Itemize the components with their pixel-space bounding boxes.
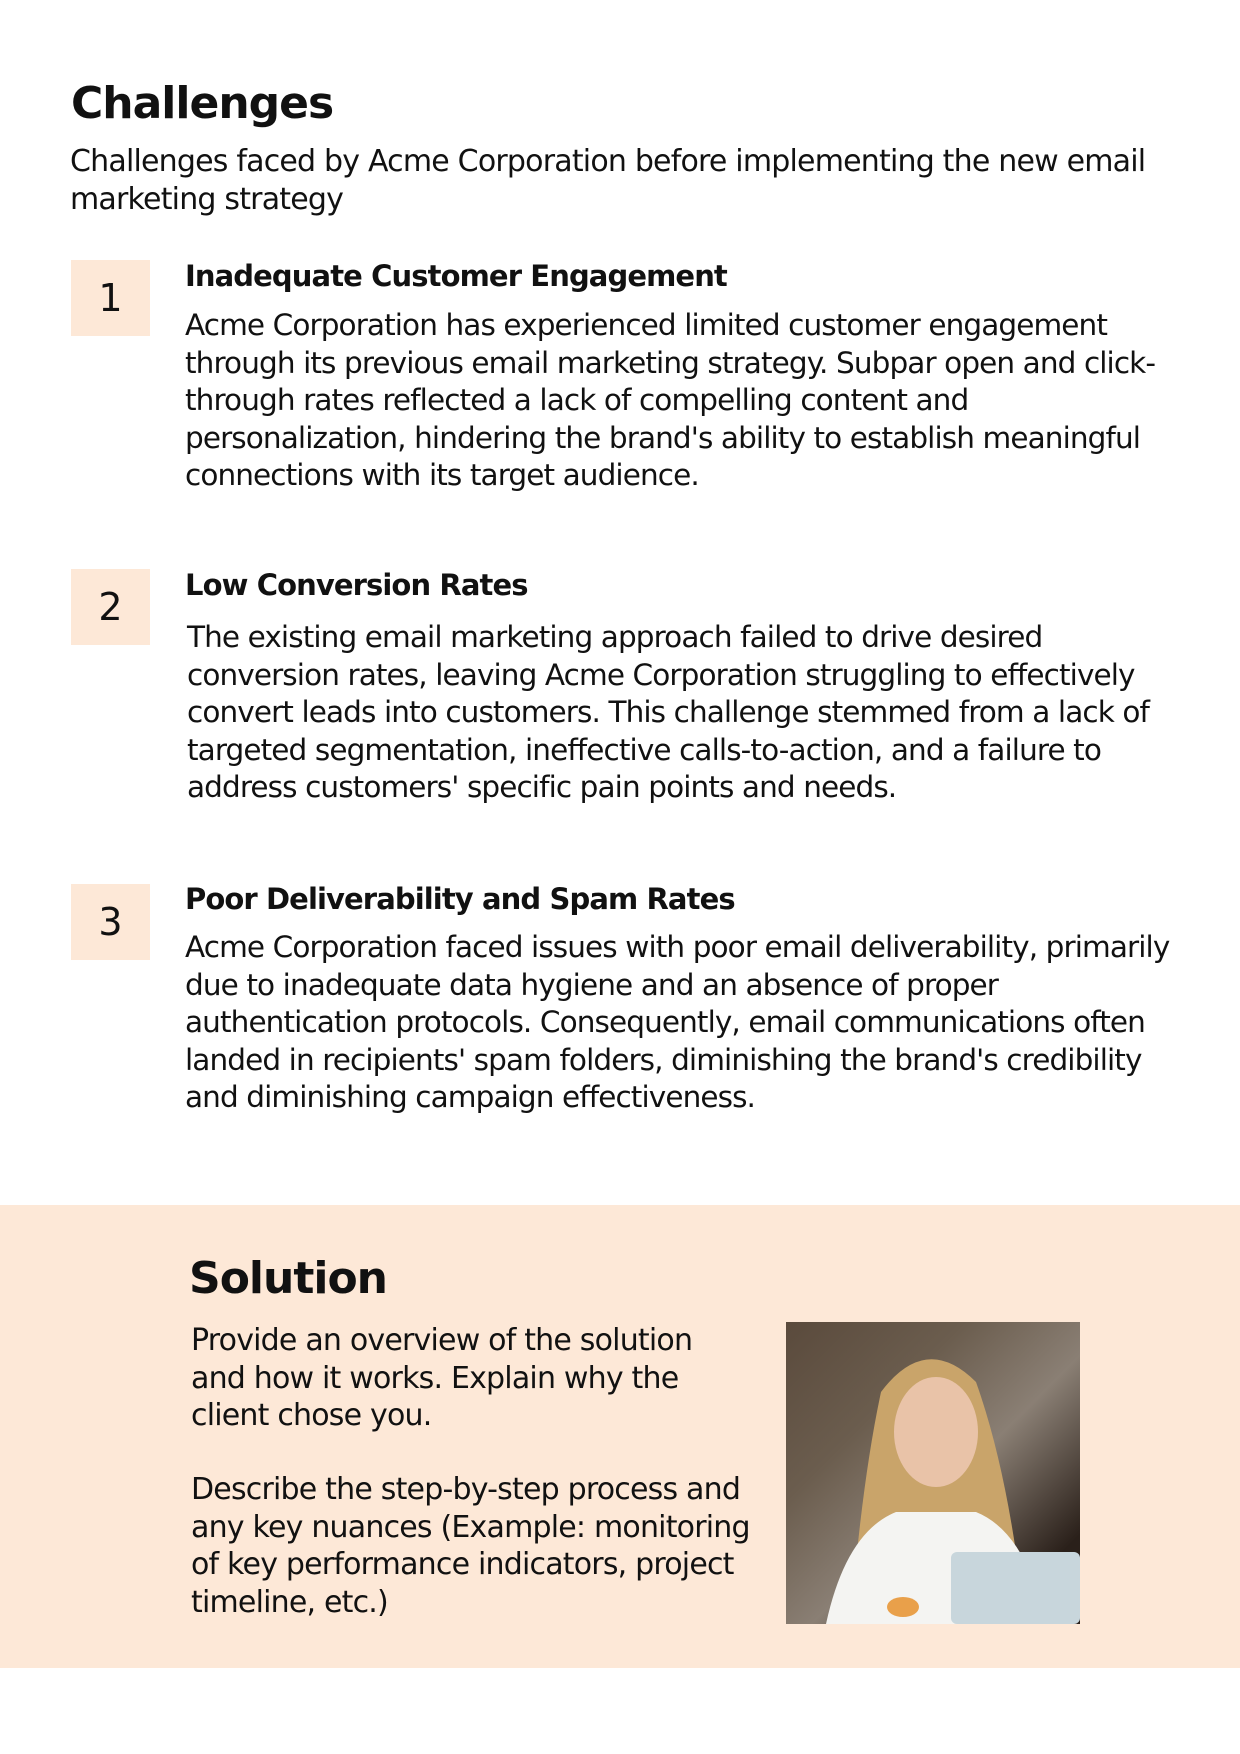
challenge-title: Poor Deliverability and Spam Rates — [185, 882, 735, 916]
woman-with-laptop-photo — [786, 1322, 1080, 1624]
challenge-title: Inadequate Customer Engagement — [185, 259, 727, 293]
solution-process: Describe the step-by-step process and any key nuances (Example: monitoring of key performance indicators, project timeline, etc.) — [191, 1472, 750, 1620]
item-number-badge: 3 — [71, 884, 150, 960]
solution-heading: Solution — [189, 1253, 387, 1304]
challenge-body: The existing email marketing approach failed to drive desired conversion rates, leaving Acme Corporation struggling to effectively convert leads into customers. This challenge stemmed from a lack of targeted segmentation, ineffective calls-to-action, and a failure to address customers' specific pain points and needs. — [187, 620, 1149, 804]
challenges-heading: Challenges — [71, 78, 334, 129]
item-number-badge: 2 — [71, 569, 150, 645]
challenge-item-3 — [71, 884, 150, 960]
challenge-item-2 — [71, 569, 150, 645]
challenge-title: Low Conversion Rates — [185, 568, 528, 602]
challenge-body: Acme Corporation has experienced limited customer engagement through its previous email marketing strategy. Subpar open and click-through rates reflected a lack of compelling content and personalization, hindering the brand's ability to establish meaningful connections with its target audience. — [185, 308, 1156, 492]
challenges-subtitle: Challenges faced by Acme Corporation before implementing the new email marketing strategy — [70, 144, 1146, 217]
challenge-body: Acme Corporation faced issues with poor email deliverability, primarily due to inadequate data hygiene and an absence of proper authentication protocols. Consequently, email communications often landed in recipients' spam folders, diminishing the brand's credibility and diminishing campaign effectiveness. — [185, 930, 1170, 1114]
challenge-item-1 — [71, 260, 150, 336]
item-number-badge: 1 — [71, 260, 150, 336]
solution-overview: Provide an overview of the solution and how it works. Explain why the client chose you. — [191, 1323, 693, 1433]
